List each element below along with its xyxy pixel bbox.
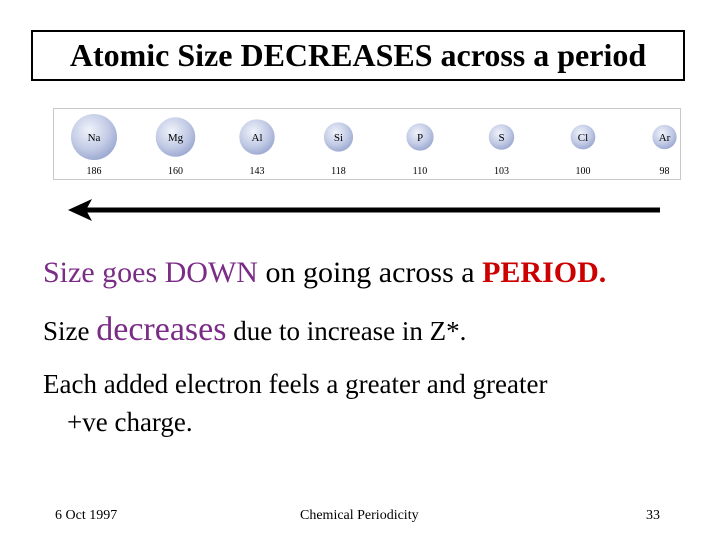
atom-symbol: P [416, 132, 424, 144]
atom-radius-value: 98 [659, 166, 670, 177]
atom-radius-value: 143 [249, 166, 265, 177]
footer-title: Chemical Periodicity [300, 508, 419, 523]
atom-symbol: Si [333, 132, 344, 144]
across-a-text: on going across a [257, 256, 483, 289]
decreases-line [43, 311, 466, 349]
atom-symbol: Mg [167, 132, 184, 144]
left-arrow-icon [66, 196, 662, 224]
atom-symbol: S [498, 132, 505, 144]
atom-mg [156, 117, 196, 177]
atom-si [324, 122, 353, 177]
atom-radius-value: 100 [575, 166, 591, 177]
electron-text-line-2: +ve charge. [67, 407, 193, 437]
atom-radius-graphic [54, 109, 681, 180]
atom-na [71, 114, 117, 177]
atom-radius-value: 103 [494, 166, 509, 177]
atom-radius-value: 186 [86, 166, 102, 177]
atom-symbol: Ar [658, 132, 671, 144]
atom-radius-value: 110 [412, 166, 428, 177]
atom-p [406, 123, 433, 177]
size-goes-down-line [43, 256, 606, 290]
slide-title: Atomic Size DECREASES across a period [31, 30, 685, 81]
electron-charge-text [43, 365, 683, 441]
page-number: 33 [646, 508, 660, 523]
atom-cl [571, 125, 596, 177]
atom-radius-value: 160 [168, 166, 183, 177]
electron-text-line-1: Each added electron feels a greater and greater [43, 369, 548, 399]
due-to-z-text: due to increase in Z*. [226, 316, 467, 346]
atom-radius-value: 118 [331, 166, 346, 177]
atom-s [489, 124, 514, 177]
atomic-radius-strip [53, 108, 681, 180]
atom-ar [652, 125, 676, 177]
atom-symbol: Na [87, 132, 101, 144]
decreases-emphasis: decreases [96, 311, 227, 348]
size-word: Size [43, 316, 97, 346]
footer-date: 6 Oct 1997 [55, 508, 118, 523]
period-emphasis: PERIOD. [482, 256, 607, 289]
atom-symbol: Cl [577, 132, 589, 144]
size-goes-down-text: Size goes DOWN [43, 256, 258, 289]
atom-symbol: Al [251, 132, 263, 144]
atom-al [239, 119, 274, 177]
